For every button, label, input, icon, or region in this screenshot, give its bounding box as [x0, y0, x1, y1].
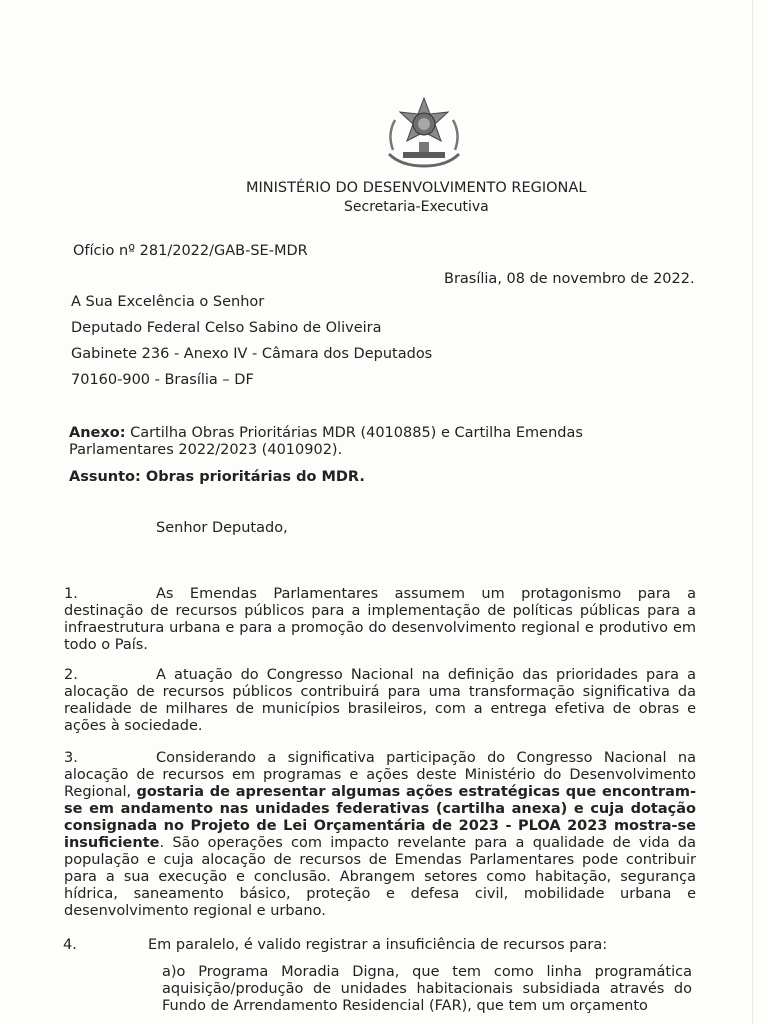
page-edge-line [752, 0, 753, 1024]
paragraph-1 [64, 586, 696, 654]
paragraph-text: As Emendas Parlamentares assumem um protagonismo para a destinação de recursos públicos para a implementação de políticas públicas para a infraestrutura urbana e para a promoção do desenvolvimento regional e produtivo em todo o País. [64, 586, 696, 653]
paragraph-text: A atuação do Congresso Nacional na definição das prioridades para a alocação de recursos públicos contribuirá para uma transformação significativa da realidade de milhares de municípios brasileiros, com a entrega efetiva de obras e ações à sociedade. [64, 667, 696, 734]
paragraph-number: 3. [64, 750, 78, 766]
annex-text: Cartilha Obras Prioritárias MDR (4010885) e Cartilha Emendas [130, 425, 583, 441]
paragraph-4a: a)o Programa Moradia Digna, que tem como linha programática aquisição/produção de unidades habitacionais subsidiada através do Fundo de Arrendamento Residencial (FAR), que tem um orçamento [162, 964, 692, 1014]
paragraph-number: 1. [64, 586, 78, 602]
annex-line [69, 425, 583, 441]
paragraph-text: . São operações com impacto revelante para a qualidade de vida da população e cuja alocação de recursos de Emendas Parlamentares pode contribuir para a sua execução e conclusão. Abrangem setores como habitação, segurança hídrica, saneamento básico, proteção e defesa civil, mobilidade urbana e desenvolvimento regional e urbano. [64, 835, 696, 919]
ministry-title: MINISTÉRIO DO DESENVOLVIMENTO REGIONAL [246, 180, 587, 196]
coat-of-arms-emblem [381, 94, 467, 172]
letter-reference: Ofício nº 281/2022/GAB-SE-MDR [73, 243, 308, 259]
paragraph-number: 2. [64, 667, 78, 683]
recipient-line: A Sua Excelência o Senhor [71, 294, 265, 310]
paragraph-3 [64, 750, 696, 920]
recipient-line: Gabinete 236 - Anexo IV - Câmara dos Deputados [71, 346, 433, 362]
paragraph-4-text: Em paralelo, é valido registrar a insuficiência de recursos para: [148, 937, 608, 953]
paragraph-2 [64, 667, 696, 735]
recipient-line: 70160-900 - Brasília – DF [71, 372, 254, 388]
annex-text-continued: Parlamentares 2022/2023 (4010902). [69, 442, 343, 458]
paragraph-number: 4. [63, 937, 77, 953]
paragraph-emphasis: gostaria de apresentar algumas ações estratégicas que encontram-se em andamento nas unidades federativas (cartilha anexa) e cuja dotação consignada no Projeto de Lei Orçamentária de 2023 - PLOA 2023 mostra-se insuficiente [64, 784, 696, 851]
annex-label: Anexo: [69, 425, 126, 441]
salutation: Senhor Deputado, [156, 520, 288, 536]
department-title: Secretaria-Executiva [344, 199, 489, 215]
recipient-line: Deputado Federal Celso Sabino de Oliveira [71, 320, 382, 336]
letter-date: Brasília, 08 de novembro de 2022. [444, 271, 695, 287]
paragraph-text: Considerando a significativa participação do Congresso Nacional na alocação de recursos em programas e ações deste Ministério do Desenvolvimento Regional, [64, 750, 696, 800]
subject-line: Assunto: Obras prioritárias do MDR. [69, 469, 365, 485]
